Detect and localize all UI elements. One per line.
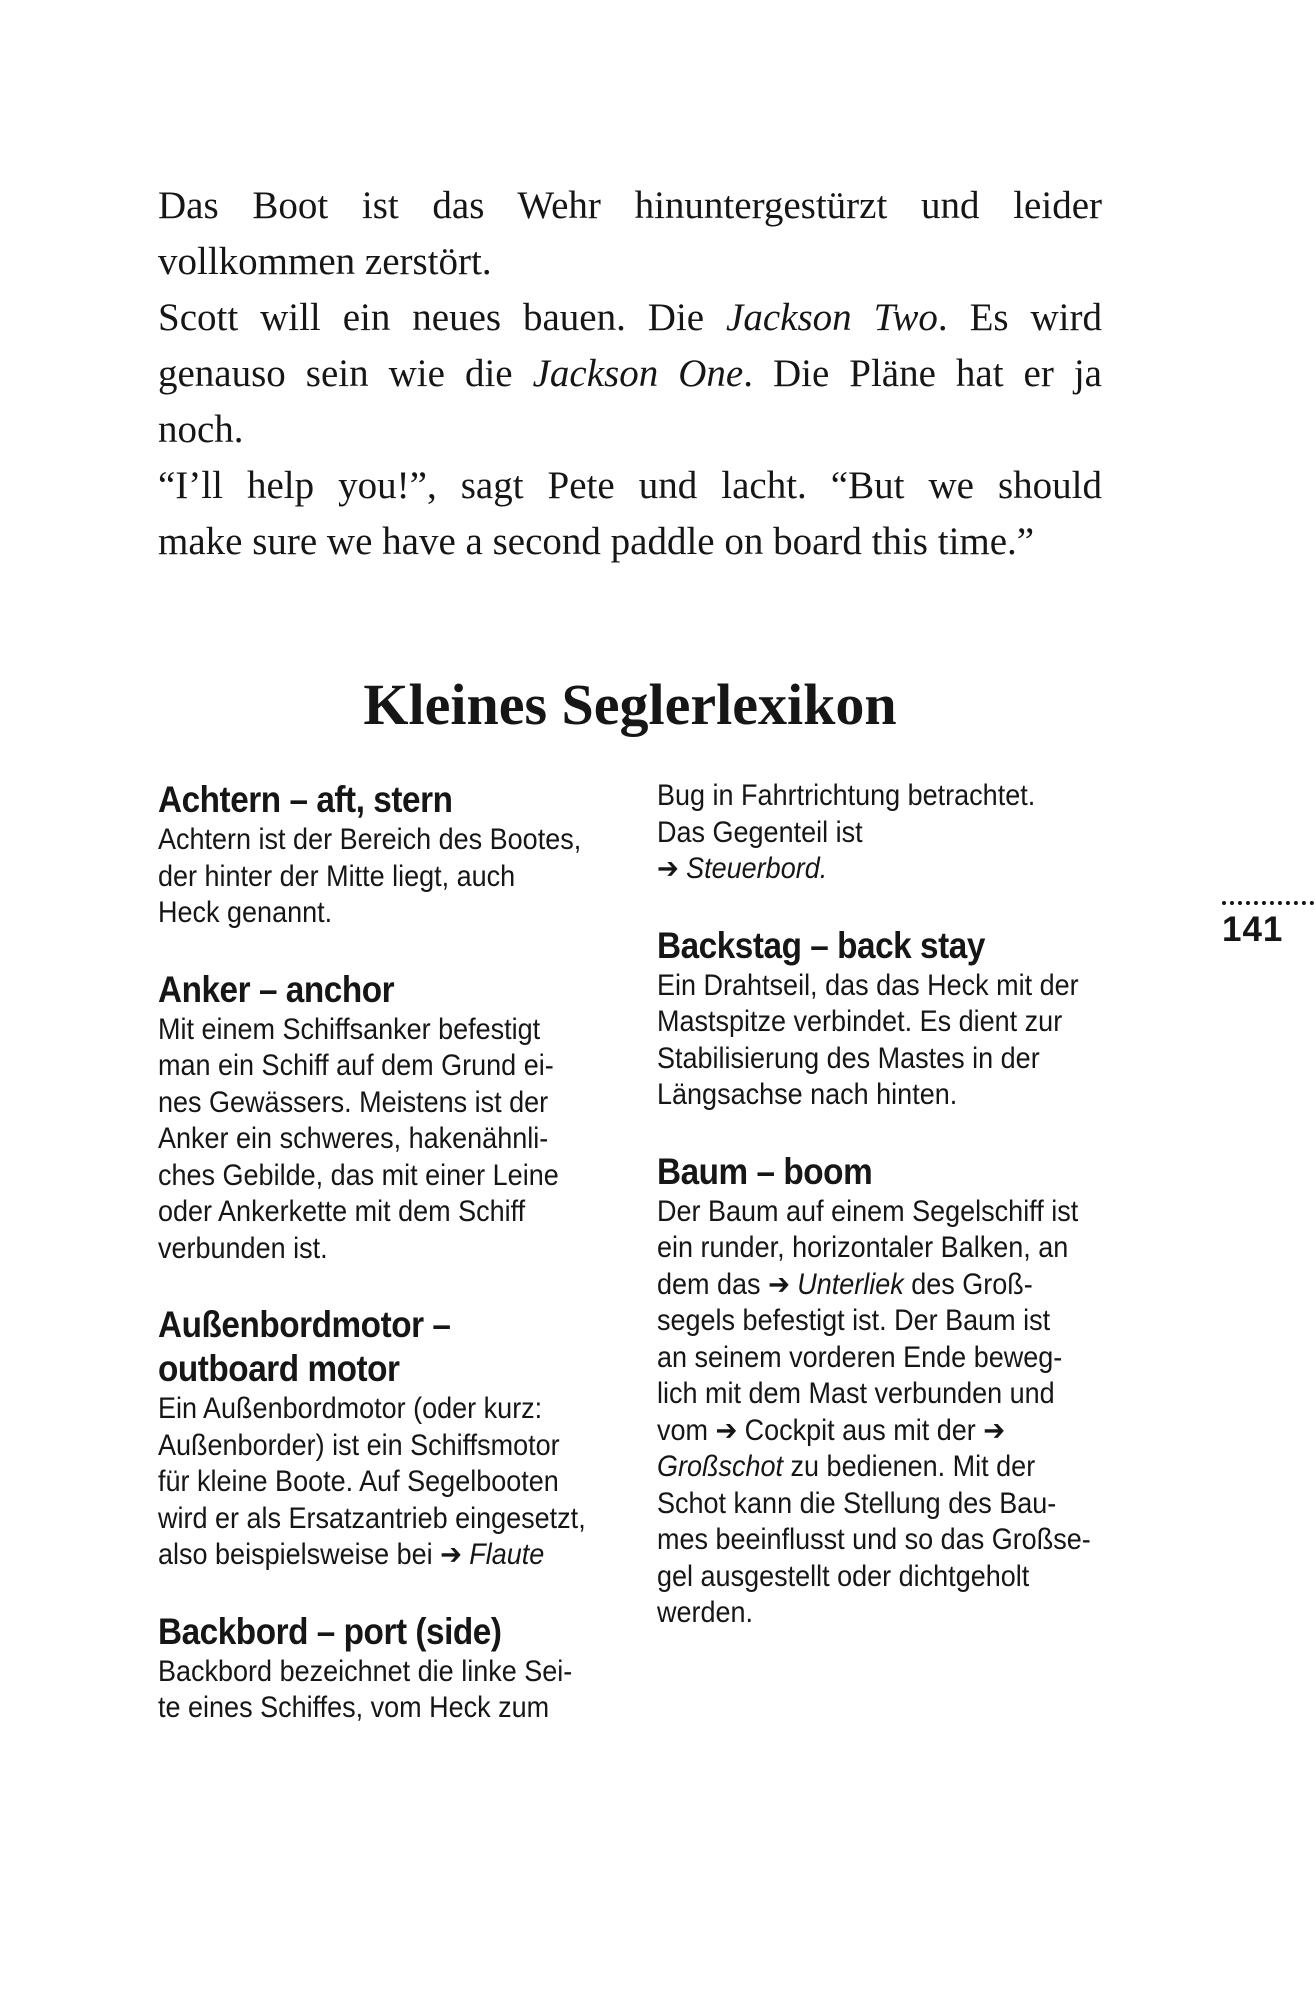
entry-body-line [657,1413,1197,1450]
italic-term: Großschot [657,1450,784,1483]
lexicon-column-right [657,778,1197,1632]
text-run: Außenborder) ist ein Schiffsmotor [158,1428,560,1462]
italic-term: Unterliek [797,1267,904,1301]
text-run: Cockpit aus mit der [744,1413,984,1447]
text-run: Scott will ein neues bauen. Die [158,296,727,339]
narrative-line [158,402,1102,458]
entry-body-line [158,1231,698,1268]
entry-heading: Backstag – back stay [657,924,985,966]
entry-body-line [158,1654,698,1691]
text-run: für kleine Boote. Auf Segelbooten [158,1465,559,1498]
text-run: te eines Schiffes, vom Heck zum [158,1691,550,1724]
dotted-rule [1222,901,1316,905]
page-number: 141 [1222,910,1284,949]
text-run: Anker ein schweres, hakenähnli- [158,1122,549,1155]
entry-body-line [657,1267,1197,1304]
text-run: Ein Drahtseil, das das Heck mit der [657,968,1079,1002]
text-run: werden. [657,1596,754,1629]
text-run: “I’ll help you!”, sagt Pete und lacht. “But we should [158,464,1102,507]
arrow-icon: ➔ [440,1539,470,1571]
text-run: wird er als Ersatzantrieb eingesetzt, [158,1501,586,1535]
story-text-block [158,178,1102,570]
lexicon-entry [158,1610,698,1727]
entry-body-line [657,1522,1197,1559]
text-run: an seinem vorderen Ende beweg- [657,1340,1063,1374]
entry-body-line [657,1004,1197,1041]
text-run: oder Ankerkette mit dem Schiff [158,1195,526,1228]
text-run: nes Gewässers. Meistens ist der [158,1085,549,1119]
text-run: Der Baum auf einem Segelschiff ist [657,1194,1079,1228]
lexicon-entry [158,968,698,1268]
entry-heading: Achtern – aft, stern [158,779,453,820]
entry-body-line [158,1194,698,1231]
lexicon-entry [657,778,1197,888]
italic-term: Jackson Two [726,296,938,339]
text-run: genauso sein wie die [158,352,533,395]
narrative-line [158,178,1102,234]
entry-heading: outboard motor [158,1348,400,1389]
text-run: gel ausgestellt oder dichtgeholt [657,1559,1030,1593]
entry-body-line [158,1391,698,1428]
text-run: Stabilisierung des Mastes in der [657,1041,1040,1075]
entry-body-line [158,1501,698,1538]
entry-body-line [158,1690,698,1727]
entry-body-line [158,1158,698,1195]
text-run: vollkommen zerstört. [158,240,492,283]
entry-body-line [158,1085,698,1122]
text-run: zu bedienen. Mit der [783,1450,1036,1483]
entry-body-line [657,1595,1197,1632]
text-run: . Die Pläne hat er ja [743,352,1102,395]
italic-term: Flaute [469,1538,545,1571]
text-run: des Groß- [903,1267,1033,1301]
arrow-icon: ➔ [983,1414,1006,1447]
text-run: Das Boot ist das Wehr hinuntergestürzt und leider [158,184,1102,227]
arrow-icon: ➔ [715,1414,745,1447]
italic-term: Jackson One [532,352,744,395]
text-run: lich mit dem Mast verbunden und [657,1377,1055,1410]
text-run: mes beeinflusst und so das Großse- [657,1523,1091,1556]
text-run: also beispielsweise bei [158,1538,441,1571]
entry-body-line [657,1559,1197,1596]
text-run: Schot kann die Stellung des Bau- [657,1486,1057,1520]
entry-body-line [657,1449,1197,1486]
text-run: ches Gebilde, das mit einer Leine [158,1158,559,1192]
entry-body-line [158,822,698,859]
entry-body-line [657,968,1197,1005]
entry-body-line [158,1428,698,1465]
entry-body-line [657,815,1197,852]
page-marker [1222,901,1316,947]
entry-body-line [657,778,1197,815]
text-run: make sure we have a second paddle on board this time.” [158,520,1035,563]
narrative-line [158,458,1102,514]
lexicon-entry [158,1303,698,1574]
lexicon-column-left [158,778,698,1727]
text-run: ein runder, horizontaler Balken, an [657,1231,1069,1264]
entry-body-line [158,1121,698,1158]
text-run: verbunden ist. [158,1231,328,1265]
text-run: Heck genannt. [158,896,333,929]
text-run: Achtern ist der Bereich des Bootes, [158,823,582,856]
arrow-icon: ➔ [657,853,687,885]
text-run: vom [657,1413,716,1447]
text-run: segels befestigt ist. Der Baum ist [657,1304,1051,1337]
entry-body-line [657,1230,1197,1267]
entry-heading: Baum – boom [657,1150,873,1192]
entry-body-line [158,1464,698,1501]
entry-body-line [657,1376,1197,1413]
entry-heading: Außenbordmotor – [158,1304,451,1345]
entry-body-line [657,1194,1197,1231]
entry-body-line [158,1537,698,1574]
text-run: Bug in Fahrtrichtung betrachtet. [657,779,1036,812]
text-run: man ein Schiff auf dem Grund ei- [158,1049,554,1082]
italic-term: Steuerbord. [686,852,828,885]
entry-heading: Anker – anchor [158,968,395,1010]
text-run: Das Gegenteil ist [657,815,863,849]
text-run: Längsachse nach hinten. [657,1078,958,1111]
entry-body-line [657,1041,1197,1078]
text-run: Mit einem Schiffsanker befestigt [158,1012,541,1046]
arrow-icon: ➔ [768,1268,798,1301]
text-run: . Es wird [937,296,1103,339]
text-run: dem das [657,1267,769,1301]
narrative-line [158,290,1102,346]
lexicon-entry [657,1150,1197,1632]
text-run: der hinter der Mitte liegt, auch [158,859,516,893]
lexicon-entry [158,778,698,932]
entry-body-line [158,895,698,932]
entry-body-line [657,851,1197,888]
narrative-line [158,234,1102,290]
entry-body-line [158,1012,698,1049]
text-run: Backbord bezeichnet die linke Sei- [158,1654,573,1688]
entry-body-line [158,1048,698,1085]
entry-body-line [657,1340,1197,1377]
text-run: Ein Außenbordmotor (oder kurz: [158,1392,543,1425]
text-run: Mastspitze verbindet. Es dient zur [657,1005,1063,1038]
entry-body-line [657,1486,1197,1523]
lexicon-title: Kleines Seglerlexikon [363,672,897,737]
entry-heading: Backbord – port (side) [158,1610,502,1652]
lexicon-entry [657,924,1197,1114]
narrative-line [158,346,1102,402]
text-run: noch. [158,408,244,451]
entry-body-line [657,1077,1197,1114]
narrative-line [158,514,1102,570]
entry-body-line [657,1303,1197,1340]
entry-body-line [158,859,698,896]
